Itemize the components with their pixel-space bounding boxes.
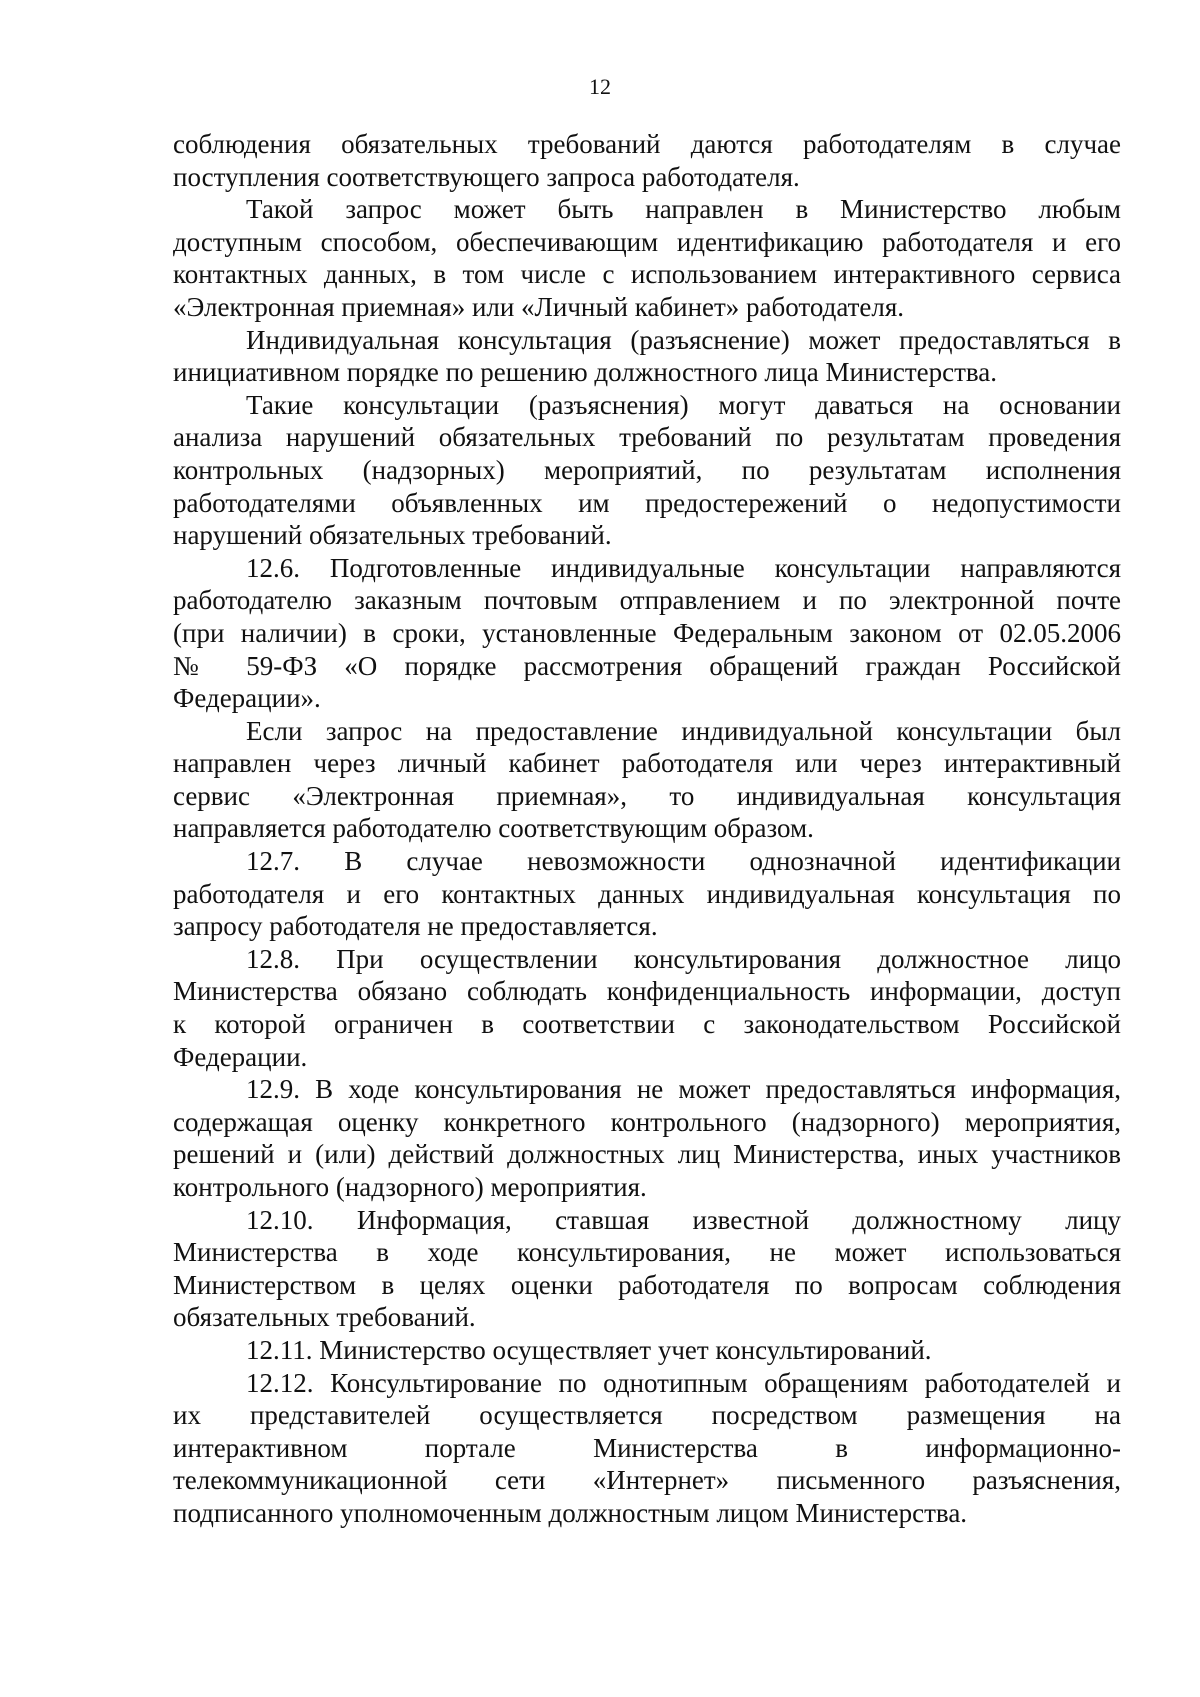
- text-line: «Электронная приемная» или «Личный кабинет» работодателя.: [173, 291, 905, 322]
- text-line: их представителей осуществляется посредством размещения на: [173, 1400, 1121, 1431]
- text-line: доступным способом, обеспечивающим идентификацию работодателя и его: [173, 226, 1121, 257]
- text-line: Федерации.: [173, 1041, 308, 1072]
- text-line: 12.11. Министерство осуществляет учет консультирований.: [246, 1334, 932, 1365]
- text-line: к которой ограничен в соответствии с законодательством Российской: [173, 1009, 1121, 1040]
- text-line: работодателя и его контактных данных индивидуальная консультация по: [173, 878, 1121, 909]
- text-line: № 59-ФЗ «О порядке рассмотрения обращений граждан Российской: [173, 650, 1121, 681]
- text-line: Такие консультации (разъяснения) могут даваться на основании: [246, 389, 1121, 420]
- text-line: 12.9. В ходе консультирования не может предоставляться информация,: [246, 1074, 1121, 1105]
- text-line: соблюдения обязательных требований даются работодателям в случае: [173, 129, 1121, 159]
- text-line: контактных данных, в том числе с использованием интерактивного сервиса: [173, 259, 1121, 290]
- text-line: Такой запрос может быть направлен в Министерство любым: [246, 194, 1121, 225]
- text-line: направляется работодателю соответствующим образом.: [173, 813, 814, 844]
- text-line: (при наличии) в сроки, установленные Федеральным законом от 02.05.2006: [173, 617, 1121, 648]
- text-line: интерактивном портале Министерства в информационно-: [173, 1432, 1121, 1463]
- text-line: Если запрос на предоставление индивидуальной консультации был: [246, 715, 1121, 746]
- text-line: Министерства обязано соблюдать конфиденциальность информации, доступ: [173, 976, 1121, 1007]
- text-line: сервис «Электронная приемная», то индивидуальная консультация: [173, 780, 1121, 811]
- text-line: контрольных (надзорных) мероприятий, по результатам исполнения: [173, 454, 1121, 485]
- text-line: 12.12. Консультирование по однотипным обращениям работодателей и: [246, 1367, 1121, 1398]
- text-line: Индивидуальная консультация (разъяснение) может предоставляться в: [246, 324, 1121, 355]
- text-line: инициативном порядке по решению должностного лица Министерства.: [173, 357, 998, 388]
- text-line: работодателями объявленных им предостережений о недопустимости: [173, 487, 1121, 518]
- text-line: телекоммуникационной сети «Интернет» письменного разъяснения,: [173, 1465, 1121, 1496]
- text-line: Федерации».: [173, 683, 321, 714]
- text-line: 12.10. Информация, ставшая известной должностному лицу: [246, 1204, 1121, 1235]
- text-line: 12.8. При осуществлении консультирования должностное лицо: [246, 943, 1121, 974]
- document-body: [173, 128, 1121, 1530]
- text-line: направлен через личный кабинет работодателя или через интерактивный: [173, 748, 1121, 779]
- text-line: контрольного (надзорного) мероприятия.: [173, 1172, 647, 1202]
- text-line: содержащая оценку конкретного контрольного (надзорного) мероприятия,: [173, 1106, 1121, 1137]
- text-line: поступления соответствующего запроса работодателя.: [173, 161, 800, 192]
- text-line: нарушений обязательных требований.: [173, 520, 612, 551]
- text-line: анализа нарушений обязательных требований по результатам проведения: [173, 422, 1121, 453]
- text-line: решений и (или) действий должностных лиц Министерства, иных участников: [173, 1139, 1121, 1170]
- text-line: 12.6. Подготовленные индивидуальные консультации направляются: [246, 552, 1121, 583]
- text-line: Министерством в целях оценки работодателя по вопросам соблюдения: [173, 1269, 1121, 1300]
- text-line: обязательных требований.: [173, 1302, 476, 1333]
- text-line: подписанного уполномоченным должностным лицом Министерства.: [173, 1497, 968, 1528]
- text-line: 12.7. В случае невозможности однозначной идентификации: [246, 846, 1121, 877]
- page-number: 12: [589, 74, 611, 99]
- text-line: запросу работодателя не предоставляется.: [173, 911, 658, 942]
- text-line: Министерства в ходе консультирования, не может использоваться: [173, 1237, 1121, 1268]
- text-line: работодателю заказным почтовым отправлением и по электронной почте: [173, 585, 1121, 616]
